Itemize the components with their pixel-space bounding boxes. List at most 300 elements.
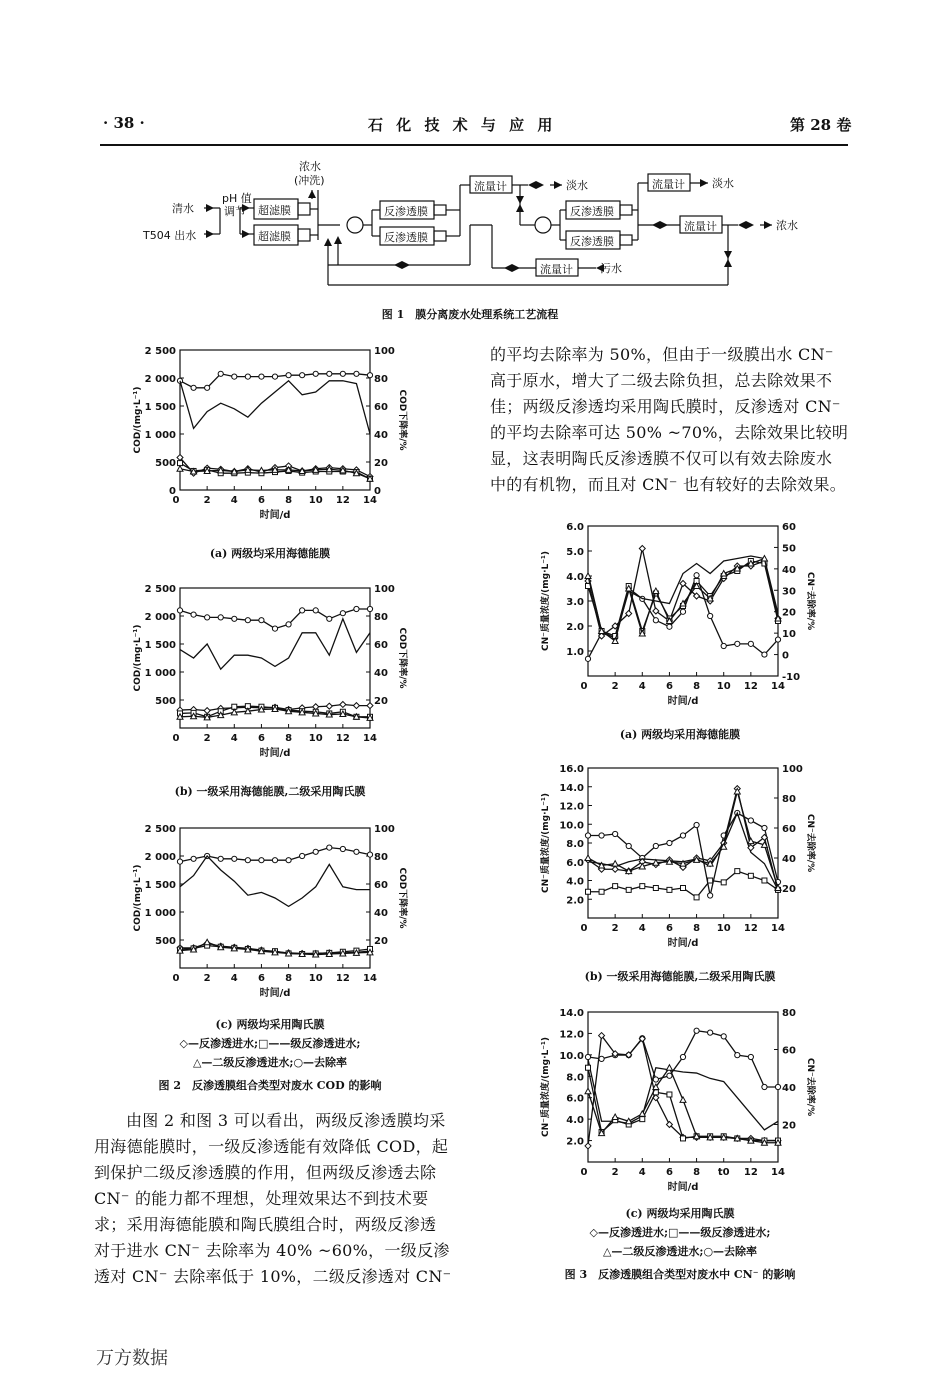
y2-tick-label: 60: [782, 1045, 796, 1057]
x-tick-label: 14: [771, 1167, 785, 1178]
y2-tick-label: 60: [374, 402, 388, 413]
y-tick-label: 1 000: [144, 908, 176, 919]
y2-tick-label: 0: [782, 650, 789, 662]
y2-tick-label: 30: [782, 586, 796, 598]
y-tick-label: 1.0: [566, 647, 584, 658]
right-line-2: 高于原水，增大了二级去除负担，总去除效果不: [490, 371, 833, 390]
data-point-square: [708, 878, 713, 883]
fig3-legend: [510, 1223, 850, 1261]
left-line-5: 求；采用海德能膜和陶氏膜组合时，两级反渗透: [94, 1215, 437, 1234]
data-point-circle: [327, 616, 332, 621]
y2-tick-label: 60: [374, 880, 388, 891]
y-tick-label: 12.0: [559, 1029, 584, 1041]
data-point-circle: [680, 833, 685, 838]
data-point-triangle: [585, 855, 591, 861]
data-point-circle: [286, 373, 291, 378]
y-axis-label: COD/(mg·L⁻¹): [133, 864, 143, 932]
data-point-circle: [191, 612, 196, 617]
x-tick-label: 14: [363, 973, 377, 984]
data-point-circle: [680, 1054, 685, 1059]
x-axis-label: 时间/d: [259, 988, 291, 999]
label-clean-water: 清水: [172, 202, 194, 215]
y-tick-label: 16.0: [559, 764, 584, 775]
data-point-circle: [313, 371, 318, 376]
y-tick-label: 4.0: [566, 1115, 584, 1127]
right-line-3: 佳；两级反渗透均采用陶氏膜时，反渗透对 CN⁻: [490, 397, 841, 416]
y-tick-label: 1 500: [144, 640, 176, 651]
y2-tick-label: 100: [782, 764, 803, 775]
y2-axis-label: CN⁻去除率/%: [805, 571, 815, 631]
x-tick-label: 8: [285, 973, 293, 984]
x-tick-label: 6: [257, 495, 265, 506]
right-body-paragraph: [490, 342, 860, 498]
y2-tick-label: 80: [374, 852, 388, 863]
y-tick-label: 14.0: [559, 1008, 584, 1019]
y2-tick-label: 80: [374, 374, 388, 385]
y-axis-label: CN⁻质量浓度/(mg·L⁻¹): [541, 1036, 551, 1138]
fig2-legend-line1: ◇—反渗透进水;□——级反渗透进水;: [179, 1037, 361, 1050]
flowmeter-3: 流量计: [684, 220, 717, 233]
y2-tick-label: 40: [782, 564, 796, 576]
data-point-circle: [653, 618, 658, 623]
label-concentrate-top: 浓水: [299, 160, 321, 173]
data-point-circle: [367, 373, 372, 378]
y-tick-label: 2.0: [566, 895, 584, 907]
data-point-circle: [599, 833, 604, 838]
fig3c-caption: (c) 两级均采用陶氏膜: [625, 1207, 735, 1220]
data-point-circle: [708, 613, 713, 618]
data-point-diamond: [612, 866, 618, 872]
data-point-circle: [585, 1054, 590, 1059]
data-point-circle: [191, 856, 196, 861]
uf-membrane-2: 超滤膜: [258, 230, 291, 243]
x-tick-label: 10: [308, 495, 323, 506]
x-tick-label: 8: [693, 1167, 701, 1178]
x-tick-label: 4: [230, 973, 238, 984]
data-point-circle: [286, 858, 291, 863]
y-tick-label: 1 500: [144, 402, 176, 413]
y-axis-label: CN⁻质量浓度/(mg·L⁻¹): [541, 792, 551, 894]
watermark: 万方数据: [96, 1348, 168, 1369]
data-point-diamond: [367, 703, 373, 709]
x-tick-label: 14: [771, 681, 785, 692]
x-tick-label: 2: [611, 1167, 619, 1178]
series-line-none: [180, 856, 370, 906]
y-tick-label: 2 000: [144, 612, 176, 623]
left-body-paragraph: [94, 1108, 474, 1290]
chart-fig2b: [120, 578, 420, 768]
data-point-circle: [272, 374, 277, 379]
data-point-circle: [232, 374, 237, 379]
x-tick-label: 2: [203, 973, 211, 984]
chart-fig3a: [528, 516, 828, 716]
data-point-circle: [748, 1054, 753, 1059]
data-point-diamond: [639, 546, 645, 552]
x-tick-label: 10: [308, 973, 323, 984]
y-tick-label: 0: [169, 486, 176, 497]
figure-3-caption: 图 3 反渗透膜组合类型对废水中 CN⁻ 的影响: [564, 1268, 796, 1281]
y2-tick-label: 20: [374, 936, 388, 947]
volume-label: 第 28 卷: [790, 116, 852, 134]
data-point-circle: [667, 840, 672, 845]
data-point-square: [667, 1092, 672, 1097]
y2-tick-label: 60: [782, 824, 796, 835]
x-tick-label: 12: [743, 923, 758, 934]
fig2c-caption: (c) 两级均采用陶氏膜: [215, 1018, 325, 1031]
data-point-square: [721, 880, 726, 885]
data-point-circle: [708, 893, 713, 898]
data-point-square: [640, 1117, 645, 1122]
data-point-circle: [680, 609, 685, 614]
data-point-circle: [259, 374, 264, 379]
label-fresh-water-2: 淡水: [712, 177, 734, 190]
data-point-square: [681, 886, 686, 891]
x-tick-label: 2: [203, 495, 211, 506]
data-point-square: [586, 1065, 591, 1070]
data-point-triangle: [666, 1065, 672, 1071]
data-point-square: [586, 889, 591, 894]
data-point-circle: [177, 859, 182, 864]
data-point-circle: [300, 608, 305, 613]
label-fresh-water-1: 淡水: [566, 179, 588, 192]
y-tick-label: 2 500: [144, 346, 176, 357]
x-axis-label: 时间/d: [259, 748, 291, 759]
x-tick-label: 6: [665, 923, 673, 934]
x-tick-label: 12: [743, 1167, 758, 1178]
data-point-circle: [748, 641, 753, 646]
x-tick-label: 6: [257, 973, 265, 984]
data-point-circle: [205, 615, 210, 620]
x-tick-label: 8: [693, 681, 701, 692]
data-point-square: [762, 878, 767, 883]
figure-1-caption: 图 1 膜分离废水处理系统工艺流程: [381, 308, 559, 321]
data-point-circle: [327, 845, 332, 850]
y-tick-label: 1 000: [144, 430, 176, 441]
y2-tick-label: 80: [374, 612, 388, 623]
x-origin-label: 0: [172, 973, 180, 984]
data-point-circle: [735, 641, 740, 646]
y2-axis-label: CN⁻去除率/%: [805, 1057, 815, 1117]
data-point-circle: [667, 624, 672, 629]
left-line-1: 由图 2 和图 3 可以看出，两级反渗透膜均采: [126, 1111, 446, 1130]
data-point-circle: [775, 637, 780, 642]
y2-tick-label: 40: [374, 668, 388, 679]
series-line-square: [588, 1068, 778, 1141]
data-point-circle: [354, 849, 359, 854]
y2-axis-label: COD下降率/%: [397, 867, 407, 929]
y2-tick-label: 40: [374, 430, 388, 441]
left-line-3: 到保护二级反渗透膜的作用，但两级反渗透去除: [94, 1163, 437, 1182]
x-tick-label: 4: [230, 495, 238, 506]
y-tick-label: 1 000: [144, 668, 176, 679]
label-concentrate-out: 浓水: [776, 219, 798, 232]
x-tick-label: 14: [363, 495, 377, 506]
data-point-circle: [340, 611, 345, 616]
fig3a-caption: (a) 两级均采用海德能膜: [619, 728, 741, 741]
x-tick-label: 2: [611, 681, 619, 692]
data-point-circle: [259, 858, 264, 863]
x-tick-label: 10: [308, 733, 323, 744]
x-tick-label: 12: [335, 733, 350, 744]
x-tick-label: 2: [203, 733, 211, 744]
label-flush: (冲洗): [294, 174, 325, 187]
journal-title: 石 化 技 术 与 应 用: [368, 116, 557, 134]
y2-tick-label: 0: [374, 486, 381, 497]
y-tick-label: 2 500: [144, 584, 176, 595]
y2-tick-label: 40: [782, 854, 796, 865]
data-point-circle: [653, 1077, 658, 1082]
data-point-circle: [775, 1084, 780, 1089]
right-line-4: 的平均去除率可达 50% ~70%，去除效果比较明: [490, 423, 849, 442]
fig2-legend-line2: △—二级反渗透进水;○—去除率: [192, 1056, 348, 1069]
figure-1-flow-diagram: [0, 0, 950, 330]
x-tick-label: 14: [771, 923, 785, 934]
y2-tick-label: 20: [782, 884, 796, 895]
data-point-triangle: [680, 1097, 686, 1103]
x-tick-label: 10: [716, 681, 731, 692]
data-point-triangle: [612, 1114, 618, 1120]
x-origin-label: 0: [580, 1167, 588, 1178]
fig2a-caption: (a) 两级均采用海德能膜: [209, 547, 331, 560]
data-point-circle: [721, 1034, 726, 1039]
data-point-circle: [313, 608, 318, 613]
y2-tick-label: 100: [374, 824, 395, 835]
y2-axis-label: CN⁻去除率/%: [805, 813, 815, 873]
y-tick-label: 14.0: [559, 782, 584, 794]
x-origin-label: 0: [580, 681, 588, 692]
flowmeter-4: 流量计: [540, 263, 573, 276]
x-origin-label: 0: [172, 733, 180, 744]
right-line-5: 显，这表明陶氏反渗透膜不仅可以有效去除废水: [490, 449, 833, 468]
x-tick-label: 4: [638, 1167, 646, 1178]
y-tick-label: 3.0: [566, 597, 584, 608]
data-point-circle: [205, 385, 210, 390]
data-point-circle: [191, 385, 196, 390]
y-tick-label: 10.0: [559, 1050, 584, 1062]
y-tick-label: 6.0: [566, 522, 584, 533]
label-t504-outlet: T504 出水: [143, 229, 197, 242]
y-tick-label: 6.0: [566, 1093, 584, 1105]
data-point-square: [640, 884, 645, 889]
data-point-circle: [708, 1030, 713, 1035]
fig3-legend-line1: ◇—反渗透进水;□——级反渗透进水;: [589, 1226, 771, 1239]
data-point-triangle: [177, 466, 183, 472]
label-ph: pH 值: [222, 192, 252, 205]
x-tick-label: 12: [743, 681, 758, 692]
x-tick-label: 6: [665, 681, 673, 692]
data-point-square: [694, 895, 699, 900]
x-origin-label: 0: [580, 923, 588, 934]
data-point-circle: [694, 1028, 699, 1033]
data-point-circle: [272, 858, 277, 863]
chart-fig2a: [120, 340, 420, 530]
data-point-circle: [367, 852, 372, 857]
x-axis-label: 时间/d: [667, 1182, 699, 1193]
data-point-circle: [762, 825, 767, 830]
y-tick-label: 6.0: [566, 857, 584, 869]
y2-tick-label: 20: [374, 458, 388, 469]
data-point-circle: [599, 1056, 604, 1061]
data-point-circle: [232, 856, 237, 861]
y-tick-label: 2.0: [566, 622, 584, 633]
page-number: · 38 ·: [103, 114, 145, 132]
y-tick-label: 2.0: [566, 1136, 584, 1148]
data-point-diamond: [340, 701, 346, 707]
data-point-circle: [232, 616, 237, 621]
y2-tick-label: 40: [374, 908, 388, 919]
y-axis-label: COD/(mg·L⁻¹): [133, 624, 143, 692]
data-point-square: [735, 869, 740, 874]
flowmeter-1: 流量计: [474, 180, 507, 193]
data-point-square: [667, 887, 672, 892]
fig2b-caption: (b) 一级采用海德能膜,二级采用陶氏膜: [174, 785, 366, 798]
data-point-square: [653, 886, 658, 891]
flowmeter-2: 流量计: [652, 178, 685, 191]
y2-tick-label: 80: [782, 794, 796, 805]
data-point-square: [613, 884, 618, 889]
left-line-4: CN⁻ 的能力都不理想，处理效果达不到技术要: [94, 1189, 429, 1208]
y-tick-label: 500: [155, 936, 176, 947]
y2-axis-label: COD下降率/%: [397, 627, 407, 689]
y-tick-label: 2 500: [144, 824, 176, 835]
y2-tick-label: 10: [782, 629, 796, 641]
chart-fig3c: [528, 1002, 828, 1202]
data-point-circle: [667, 1073, 672, 1078]
y-tick-label: 2 000: [144, 374, 176, 385]
data-point-circle: [354, 606, 359, 611]
x-tick-label: 14: [363, 733, 377, 744]
data-point-circle: [300, 373, 305, 378]
y2-tick-label: 40: [782, 1083, 796, 1094]
fig3-legend-line2: △—二级反渗透进水;○—去除率: [602, 1245, 758, 1258]
data-point-circle: [245, 858, 250, 863]
label-adjust: 调节: [224, 205, 246, 218]
data-point-triangle: [639, 1111, 645, 1117]
x-tick-label: 12: [335, 495, 350, 506]
fig2-legend: [110, 1034, 430, 1072]
data-point-circle: [327, 371, 332, 376]
data-point-circle: [313, 849, 318, 854]
x-tick-label: 4: [638, 923, 646, 934]
y2-tick-label: 20: [782, 607, 796, 619]
x-axis-label: 时间/d: [259, 510, 291, 521]
fig3b-caption: (b) 一级采用海德能膜,二级采用陶氏膜: [584, 970, 776, 983]
series-line-triangle: [588, 1068, 778, 1143]
y-tick-label: 8.0: [566, 839, 584, 850]
data-point-circle: [762, 652, 767, 657]
x-tick-label: 8: [693, 923, 701, 934]
x-tick-label: 8: [285, 495, 293, 506]
data-point-circle: [653, 843, 658, 848]
ro-membrane-4: 反渗透膜: [570, 235, 614, 248]
x-tick-label: t0: [717, 1167, 730, 1178]
data-point-circle: [272, 626, 277, 631]
data-point-circle: [300, 853, 305, 858]
y-tick-label: 500: [155, 458, 176, 469]
data-point-circle: [354, 371, 359, 376]
data-point-circle: [218, 371, 223, 376]
x-tick-label: 12: [335, 973, 350, 984]
data-point-circle: [694, 822, 699, 827]
y-axis-label: CN⁻质量浓度/(mg·L⁻¹): [541, 550, 551, 652]
data-point-diamond: [204, 708, 210, 714]
y-tick-label: 1 500: [144, 880, 176, 891]
y2-tick-label: -10: [782, 672, 801, 683]
data-point-circle: [286, 622, 291, 627]
data-point-diamond: [326, 703, 332, 709]
uf-membrane-1: 超滤膜: [258, 204, 291, 217]
y-tick-label: 4.0: [566, 572, 584, 583]
data-point-diamond: [585, 1143, 591, 1149]
data-point-circle: [694, 573, 699, 578]
data-point-diamond: [353, 703, 359, 709]
label-sewage: 污水: [600, 262, 622, 275]
data-point-circle: [218, 615, 223, 620]
data-point-square: [599, 889, 604, 894]
y-tick-label: 8.0: [566, 1072, 584, 1084]
right-line-1: 的平均去除率为 50%，但由于一级膜出水 CN⁻: [490, 345, 834, 364]
y2-tick-label: 50: [782, 543, 796, 555]
left-line-2: 用海德能膜时，一级反渗透能有效降低 COD，起: [94, 1137, 449, 1156]
data-point-circle: [340, 371, 345, 376]
y-tick-label: 10.0: [559, 820, 584, 832]
data-point-circle: [245, 374, 250, 379]
y2-tick-label: 60: [782, 522, 796, 533]
x-axis-label: 时间/d: [667, 696, 699, 707]
x-tick-label: 2: [611, 923, 619, 934]
y-tick-label: 4.0: [566, 876, 584, 888]
data-point-circle: [245, 618, 250, 623]
data-point-circle: [613, 831, 618, 836]
y2-tick-label: 100: [374, 584, 395, 595]
x-tick-label: 8: [285, 733, 293, 744]
data-point-circle: [367, 606, 372, 611]
ro-membrane-2: 反渗透膜: [384, 231, 428, 244]
x-tick-label: 10: [716, 923, 731, 934]
data-point-square: [626, 887, 631, 892]
y-tick-label: 500: [155, 696, 176, 707]
y2-tick-label: 20: [782, 1120, 796, 1132]
y2-tick-label: 100: [374, 346, 395, 357]
y2-tick-label: 20: [374, 696, 388, 707]
y-tick-label: 5.0: [566, 547, 584, 558]
right-line-6: 中的有机物，而且对 CN⁻ 也有较好的去除效果。: [490, 475, 847, 494]
data-point-circle: [762, 1084, 767, 1089]
x-tick-label: 6: [665, 1167, 673, 1178]
chart-fig2c: [120, 818, 420, 1008]
data-point-circle: [585, 656, 590, 661]
y-tick-label: 2 000: [144, 852, 176, 863]
left-line-7: 透对 CN⁻ 去除率低于 10%，二级反渗透对 CN⁻: [94, 1267, 452, 1286]
data-point-circle: [259, 618, 264, 623]
flow-diagram-lines: [0, 0, 950, 330]
ro-membrane-3: 反渗透膜: [570, 205, 614, 218]
y2-tick-label: 80: [782, 1008, 796, 1019]
left-line-6: 对于进水 CN⁻ 去除率为 40% ~60%，一级反渗: [94, 1241, 450, 1260]
chart-fig3b: [528, 758, 828, 958]
data-point-circle: [626, 843, 631, 848]
x-tick-label: 4: [230, 733, 238, 744]
data-point-circle: [748, 818, 753, 823]
data-point-circle: [735, 1053, 740, 1058]
x-axis-label: 时间/d: [667, 938, 699, 949]
data-point-circle: [585, 833, 590, 838]
y2-axis-label: COD下降率/%: [397, 389, 407, 451]
data-point-square: [748, 873, 753, 878]
ro-membrane-1: 反渗透膜: [384, 205, 428, 218]
data-point-square: [681, 1136, 686, 1141]
x-tick-label: 6: [257, 733, 265, 744]
